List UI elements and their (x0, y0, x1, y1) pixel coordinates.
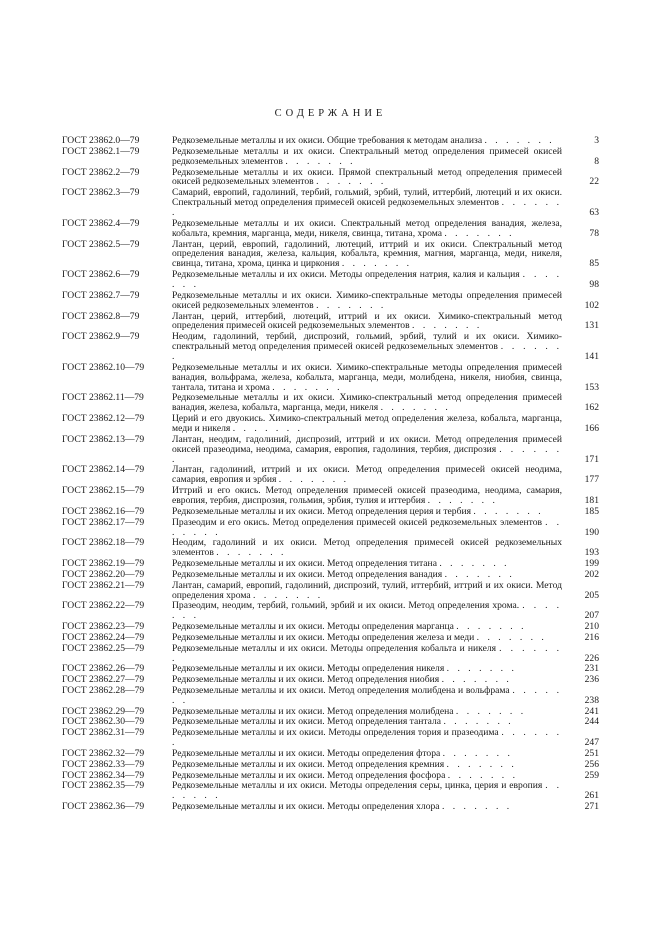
toc-entry (62, 686, 602, 706)
toc-entry (62, 728, 602, 748)
toc-entry (62, 760, 602, 770)
standard-code: ГОСТ 23862.12—79 (62, 413, 145, 425)
toc-entry (62, 749, 602, 759)
toc-entry (62, 538, 602, 558)
toc-entry (62, 188, 602, 218)
toc-entry (62, 465, 602, 485)
entry-body (172, 664, 602, 674)
toc-entry (62, 486, 602, 506)
toc-entry (62, 518, 602, 538)
page-number: 247 (584, 737, 599, 749)
page-number: 241 (584, 705, 599, 717)
entry-title: Редкоземельные металлы и их окиси. Методы определения фтора (172, 747, 441, 759)
toc-entry (62, 240, 602, 270)
entry-body (172, 749, 602, 759)
dot-leader: . . . . . . . (278, 474, 349, 486)
page-number: 244 (584, 716, 599, 728)
dot-leader: . . . . . . . (316, 299, 387, 311)
dot-leader: . . . . . . . (444, 568, 515, 580)
dot-leader: . . . . . . . (427, 495, 498, 507)
dot-leader: . . . . . . . (172, 341, 562, 363)
dot-leader: . . . . . . . (172, 197, 562, 219)
page-number: 210 (584, 621, 599, 633)
standard-code: ГОСТ 23862.5—79 (62, 238, 140, 250)
table-of-contents (62, 136, 602, 813)
toc-entry (62, 393, 602, 413)
standard-code: ГОСТ 23862.8—79 (62, 310, 140, 322)
toc-entry (62, 717, 602, 727)
dot-leader: . . . . . . . (443, 716, 514, 728)
entry-title: Лантан, гадолиний, иттрий и их окиси. Метод определения примесей окисей неодима, самария, европия и эрбия (172, 464, 562, 486)
page-number: 259 (584, 769, 599, 781)
toc-entry (62, 771, 602, 781)
standard-code: ГОСТ 23862.24—79 (62, 631, 145, 643)
dot-leader: . . . . . . . (473, 505, 544, 517)
entry-body (172, 332, 602, 362)
entry-body (172, 675, 602, 685)
page-title: СОДЕРЖАНИЕ (274, 108, 387, 119)
dot-leader: . . . . . . . (172, 684, 562, 706)
entry-body (172, 393, 602, 413)
standard-code: ГОСТ 23862.17—79 (62, 516, 145, 528)
page-number: 205 (584, 589, 599, 601)
toc-entry (62, 781, 602, 801)
standard-code: ГОСТ 23862.26—79 (62, 663, 145, 675)
entry-body (172, 363, 602, 393)
toc-entry (62, 332, 602, 362)
entry-title: Редкоземельные металлы и их окиси. Прямой спектральный метод определения примесей окисей редкоземельных элементов (172, 166, 562, 188)
dot-leader: . . . . . . . (476, 631, 547, 643)
page-number: 63 (589, 207, 599, 219)
dot-leader: . . . . . . . (446, 663, 517, 675)
page-number: 202 (584, 568, 599, 580)
entry-body (172, 717, 602, 727)
dot-leader: . . . . . . . (172, 642, 563, 664)
entry-body (172, 781, 602, 801)
page-number: 216 (584, 631, 599, 643)
entry-body (172, 760, 602, 770)
entry-body (172, 507, 602, 517)
page-number: 261 (584, 790, 599, 802)
standard-code: ГОСТ 23862.30—79 (62, 716, 145, 728)
entry-body (172, 270, 602, 290)
entry-title: Лантан, неодим, гадолиний, диспрозий, иттрий и их окиси. Метод определения примесей окисей празеодима, неодима, самария, европия, гадолиния, тербия, диспрозия (172, 433, 562, 455)
toc-entry (62, 291, 602, 311)
dot-leader: . . . . . . . (484, 135, 555, 146)
page-number: 185 (584, 505, 599, 517)
entry-body (172, 219, 602, 239)
entry-body (172, 644, 602, 664)
dot-leader: . . . . . . . (380, 402, 451, 414)
page-number: 78 (589, 227, 599, 239)
dot-leader: . . . . . . . (172, 269, 563, 291)
page-number: 98 (589, 279, 599, 291)
entry-title: Редкоземельные металлы и их окиси. Методы определения тория и празеодима (172, 727, 499, 739)
entry-title: Редкоземельные металлы и их окиси. Метод определения ниобия (172, 674, 440, 686)
dot-leader: . . . . . . . (232, 423, 303, 435)
page-number: 190 (584, 526, 599, 538)
page-number: 238 (584, 694, 599, 706)
standard-code: ГОСТ 23862.19—79 (62, 558, 145, 570)
dot-leader: . . . . . . . (412, 320, 483, 332)
page-number: 8 (594, 155, 599, 167)
entry-body (172, 486, 602, 506)
standard-code: ГОСТ 23862.23—79 (62, 621, 145, 633)
standard-code: ГОСТ 23862.4—79 (62, 217, 140, 229)
page-number: 251 (584, 747, 599, 759)
standard-code: ГОСТ 23862.27—79 (62, 674, 145, 686)
standard-code: ГОСТ 23862.20—79 (62, 568, 145, 580)
page-number: 102 (584, 299, 599, 311)
page-number: 181 (584, 495, 599, 507)
toc-entry (62, 147, 602, 167)
toc-entry (62, 644, 602, 664)
entry-title: Редкоземельные металлы и их окиси. Методы определения натрия, калия и кальция (172, 269, 520, 281)
standard-code: ГОСТ 23862.14—79 (62, 464, 145, 476)
toc-entry (62, 270, 602, 290)
page-number: 193 (584, 547, 599, 559)
toc-entry (62, 622, 602, 632)
entry-title: Редкоземельные металлы и их окиси. Спектральный метод определения примесей окисей редкоземельных элементов (172, 145, 562, 167)
entry-title: Празеодим, неодим, тербий, гольмий, эрбий и их окиси. Метод определения хрома. (172, 600, 520, 612)
dot-leader: . . . . . . . (172, 516, 562, 538)
dot-leader: . . . . . . . (439, 558, 510, 570)
entry-body (172, 147, 602, 167)
entry-title: Редкоземельные металлы и их окиси. Метод определения фосфора (172, 769, 446, 781)
dot-leader: . . . . . . . (272, 381, 343, 393)
dot-leader: . . . . . . . (441, 801, 513, 813)
page-number: 177 (584, 474, 599, 486)
entry-title: Редкоземельные металлы и их окиси. Методы определения хлора (172, 801, 440, 813)
entry-body (172, 686, 602, 706)
toc-entry (62, 363, 602, 393)
page-number: 162 (584, 402, 599, 414)
toc-entry (62, 435, 602, 465)
dot-leader: . . . . . . . (253, 589, 324, 601)
dot-leader: . . . . . . . (285, 155, 356, 167)
entry-title: Редкоземельные металлы и их окиси. Методы определения кобальта и никеля (172, 642, 497, 654)
dot-leader: . . . . . . . (172, 780, 562, 802)
standard-code: ГОСТ 23862.31—79 (62, 727, 145, 739)
standard-code: ГОСТ 23862.7—79 (62, 289, 140, 301)
page-number: 271 (584, 801, 599, 813)
page-number: 256 (584, 758, 599, 770)
standard-code: ГОСТ 23862.2—79 (62, 166, 140, 178)
entry-title: Редкоземельные металлы и их окиси. Метод определения тантала (172, 716, 442, 728)
entry-title: Церий и его двуокись. Химико-спектральный метод определения железа, кобальта, марганца, меди и никеля (172, 413, 562, 435)
dot-leader: . . . . . . . (456, 621, 527, 633)
standard-code: ГОСТ 23862.6—79 (62, 269, 140, 281)
entry-body (172, 518, 602, 538)
entry-title: Редкоземельные металлы и их окиси. Химико-спектральный метод определения примесей ванадия, железа, кобальта, марганца, меди, никеля (172, 392, 562, 414)
entry-title: Редкоземельные металлы и их окиси. Метод определения церия и тербия (172, 505, 472, 517)
dot-leader: . . . . . . . (441, 674, 512, 686)
entry-title: Редкоземельные металлы и их окиси. Методы определения железа и меди (172, 631, 475, 643)
toc-entry (62, 664, 602, 674)
entry-title: Редкоземельные металлы и их окиси. Метод определения ванадия (172, 568, 443, 580)
entry-title: Редкоземельные металлы и их окиси. Метод определения молибдена (172, 705, 454, 717)
standard-code: ГОСТ 23862.11—79 (62, 392, 144, 404)
dot-leader: . . . . . . . (316, 176, 387, 188)
standard-code: ГОСТ 23862.25—79 (62, 642, 145, 654)
standard-code: ГОСТ 23862.9—79 (62, 331, 140, 343)
entry-title: Редкоземельные металлы и их окиси. Спектральный метод определения ванадия, железа, кобальта, кремния, марганца, меди, никеля, свинца, титана, хрома (172, 217, 562, 239)
entry-title: Празеодим и его окись. Метод определения примесей окисей редкоземельных элементов (172, 516, 543, 528)
toc-entry (62, 414, 602, 434)
toc-entry (62, 312, 602, 332)
dot-leader: . . . . . . . (341, 258, 413, 270)
toc-entry (62, 601, 602, 621)
entry-title: Лантан, церий, европий, гадолиний, лютеций, иттрий и их окиси. Спектральный метод определения ванадия, железа, кальция, кобальта, кремния, магния, марганца, меди, никеля, свинца, титана, хрома, цинка и циркония (172, 238, 562, 270)
dot-leader: . . . . . . . (444, 227, 515, 239)
standard-code: ГОСТ 23862.13—79 (62, 433, 145, 445)
standard-code: ГОСТ 23862.32—79 (62, 747, 145, 759)
entry-title: Редкоземельные металлы и их окиси. Методы определения серы, цинка, церия и европия (172, 780, 543, 792)
page-number: 131 (584, 320, 599, 332)
toc-entry (62, 559, 602, 569)
page-number: 85 (589, 258, 599, 270)
page-number: 141 (584, 351, 599, 363)
entry-body (172, 465, 602, 485)
dot-leader: . . . . . . . (216, 547, 287, 559)
entry-body (172, 601, 602, 621)
entry-body (172, 570, 602, 580)
entry-body (172, 240, 602, 270)
page-number: 22 (589, 176, 599, 188)
toc-entry (62, 675, 602, 685)
toc-entry (62, 570, 602, 580)
entry-title: Редкоземельные металлы и их окиси. Метод определения кремния (172, 758, 445, 770)
dot-leader: . . . . . . . (442, 747, 513, 759)
entry-title: Неодим, гадолиний и их окиси. Метод определения примесей окисей редкоземельных элементов (172, 537, 562, 559)
entry-title: Редкоземельные металлы и их окиси. Методы определения никеля (172, 663, 445, 675)
dot-leader: . . . . . . . (446, 758, 517, 770)
entry-title: Редкоземельные металлы и их окиси. Химико-спектральные методы определения примесей ванадия, вольфрама, железа, кобальта, марганца, меди, молибдена, никеля, ниобия, свинца, тантала, титана и хрома (172, 361, 562, 393)
standard-code: ГОСТ 23862.10—79 (62, 361, 145, 373)
page-number: 3 (594, 135, 599, 146)
entry-body (172, 312, 602, 332)
entry-body (172, 538, 602, 558)
page-number: 207 (584, 610, 599, 622)
dot-leader: . . . . . . . (455, 705, 527, 717)
standard-code: ГОСТ 23862.33—79 (62, 758, 145, 770)
page-number: 226 (584, 652, 599, 664)
toc-entry (62, 707, 602, 717)
entry-body (172, 622, 602, 632)
dot-leader: . . . . . . . (172, 727, 562, 749)
standard-code: ГОСТ 23862.36—79 (62, 801, 145, 813)
entry-title: Редкоземельные металлы и их окиси. Методы определения марганца (172, 621, 454, 633)
entry-body (172, 802, 602, 812)
entry-body (172, 581, 602, 601)
toc-entry (62, 633, 602, 643)
page-number: 199 (584, 558, 599, 570)
entry-body (172, 771, 602, 781)
entry-body (172, 707, 602, 717)
toc-entry (62, 802, 602, 812)
entry-body (172, 728, 602, 748)
page-number: 166 (584, 423, 599, 435)
standard-code: ГОСТ 23862.34—79 (62, 769, 145, 781)
standard-code: ГОСТ 23862.35—79 (62, 780, 145, 792)
toc-entry (62, 581, 602, 601)
entry-body (172, 188, 602, 218)
standard-code: ГОСТ 23862.1—79 (62, 145, 140, 157)
standard-code: ГОСТ 23862.16—79 (62, 505, 145, 517)
standard-code: ГОСТ 23862.3—79 (62, 187, 140, 199)
standard-code: ГОСТ 23862.22—79 (62, 600, 145, 612)
dot-leader: . . . . . . . (172, 443, 562, 465)
standard-code: ГОСТ 23862.29—79 (62, 705, 145, 717)
entry-title: Иттрий и его окись. Метод определения примесей окисей празеодима, неодима, самария, европия, тербия, диспрозия, гольмия, эрбия, тулия и иттербия (172, 485, 562, 507)
standard-code: ГОСТ 23862.0—79 (62, 135, 140, 146)
standard-code: ГОСТ 23862.18—79 (62, 537, 145, 549)
entry-body (172, 559, 602, 569)
entry-title: Редкоземельные металлы и их окиси. Метод определения титана (172, 558, 437, 570)
entry-body (172, 291, 602, 311)
page-number: 171 (584, 453, 599, 465)
page-number: 236 (584, 674, 599, 686)
entry-title: Редкоземельные металлы и их окиси. Метод определения молибдена и вольфрама (172, 684, 510, 696)
entry-title: Самарий, европий, гадолиний, тербий, гольмий, эрбий, тулий, иттербий, лютеций и их окиси. Спектральный метод определения примесей окисей редкоземельных элементов (172, 187, 562, 209)
entry-body (172, 414, 602, 434)
standard-code: ГОСТ 23862.28—79 (62, 684, 145, 696)
entry-title: Редкоземельные металлы и их окиси. Общие требования к методам анализа (172, 135, 483, 146)
toc-entry (62, 168, 602, 188)
standard-code: ГОСТ 23862.15—79 (62, 485, 145, 497)
page-number: 153 (584, 381, 599, 393)
entry-body (172, 633, 602, 643)
page-number: 231 (584, 663, 599, 675)
entry-title: Лантан, самарий, европий, гадолиний, диспрозий, тулий, иттербий, иттрий и их окиси. Метод определения хрома (172, 579, 562, 601)
entry-title: Редкоземельные металлы и их окиси. Химико-спектральные методы определения примесей окисей редкоземельных элементов (172, 289, 562, 311)
dot-leader: . . . . . . . (172, 600, 562, 622)
dot-leader: . . . . . . . (447, 769, 518, 781)
entry-body (172, 435, 602, 465)
entry-title: Неодим, гадолиний, тербий, диспрозий, гольмий, эрбий, тулий и их окиси. Химико-спектральный метод определения примесей окисей редкоземельных элементов (172, 331, 562, 353)
entry-body (172, 168, 602, 188)
toc-entry (62, 507, 602, 517)
toc-entry (62, 136, 602, 146)
standard-code: ГОСТ 23862.21—79 (62, 579, 145, 591)
toc-entry (62, 219, 602, 239)
entry-body (172, 136, 602, 146)
entry-title: Лантан, церий, иттербий, лютеций, иттрий и их окиси. Химико-спектральный метод определения примесей окисей редкоземельных элементов (172, 310, 562, 332)
